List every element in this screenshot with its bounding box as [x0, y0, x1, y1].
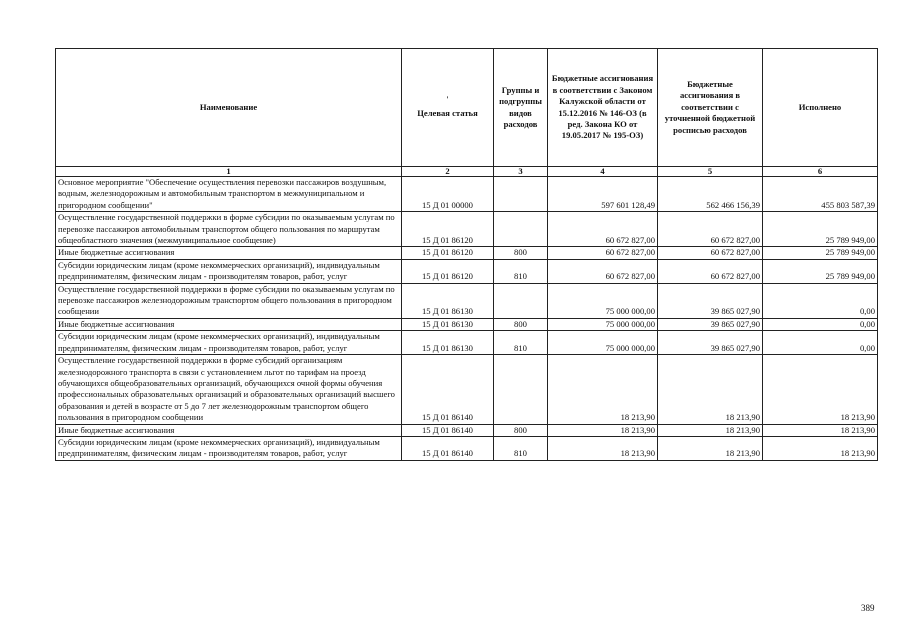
- row-target-article: 15 Д 01 86130: [402, 331, 494, 355]
- column-number: 2: [402, 167, 494, 177]
- row-target-article: 15 Д 01 86130: [402, 283, 494, 318]
- row-executed: 25 789 949,00: [763, 259, 878, 283]
- row-law-assignment: 18 213,90: [548, 355, 658, 424]
- column-number: 3: [494, 167, 548, 177]
- row-expense-group: 810: [494, 331, 548, 355]
- table-row: [56, 177, 878, 212]
- row-refined-assignment: 39 865 027,90: [658, 331, 763, 355]
- row-refined-assignment: 60 672 827,00: [658, 259, 763, 283]
- row-name: Субсидии юридическим лицам (кроме некоммерческих организаций), индивидуальным предпринимателям, физическим лицам - производителям товаров, работ, услуг: [56, 259, 402, 283]
- row-executed: 25 789 949,00: [763, 247, 878, 259]
- row-law-assignment: 60 672 827,00: [548, 247, 658, 259]
- row-target-article: 15 Д 01 86140: [402, 424, 494, 436]
- header-expense-groups: Группы и подгруппы видов расходов: [494, 49, 548, 167]
- header-law-assignments: Бюджетные ассигнования в соответствии с Законом Калужской области от 15.12.2016 № 146-ОЗ (в ред. Закона КО от 19.05.2017 № 195-ОЗ): [548, 49, 658, 167]
- row-target-article: 15 Д 01 00000: [402, 177, 494, 212]
- row-refined-assignment: 39 865 027,90: [658, 283, 763, 318]
- row-executed: 18 213,90: [763, 424, 878, 436]
- row-law-assignment: 18 213,90: [548, 424, 658, 436]
- row-expense-group: [494, 212, 548, 247]
- page-number: 389: [861, 603, 875, 613]
- column-number: 5: [658, 167, 763, 177]
- table-row: [56, 331, 878, 355]
- row-expense-group: 800: [494, 318, 548, 330]
- header-refined-assignments: Бюджетные ассигнования в соответствии с уточненной бюджетной росписью расходов: [658, 49, 763, 167]
- header-row: [56, 49, 878, 167]
- row-executed: 0,00: [763, 331, 878, 355]
- table-row: [56, 247, 878, 259]
- header-executed: Исполнено: [763, 49, 878, 167]
- row-refined-assignment: 18 213,90: [658, 355, 763, 424]
- row-name: Осуществление государственной поддержки в форме субсидий организациям железнодорожного транспорта в связи с установлением льгот по тарифам на проезд обучающихся общеобразовательных организаций, обучающихся очной формы обучения профессиональных образовательных организаций и образовательных организаций высшего образования и детей в возрасте от 5 до 7 лет железнодорожным транспортом общего пользования в пригородном сообщении: [56, 355, 402, 424]
- row-expense-group: 800: [494, 247, 548, 259]
- row-expense-group: [494, 355, 548, 424]
- row-expense-group: 810: [494, 259, 548, 283]
- row-target-article: 15 Д 01 86140: [402, 355, 494, 424]
- row-law-assignment: 60 672 827,00: [548, 212, 658, 247]
- table-row: [56, 259, 878, 283]
- row-name: Иные бюджетные ассигнования: [56, 247, 402, 259]
- row-refined-assignment: 60 672 827,00: [658, 247, 763, 259]
- row-name: Осуществление государственной поддержки в форме субсидии по оказываемым услугам по перевозке пассажиров автомобильным транспортом общего пользования по маршрутам общеобластного значения (межмуниципальное сообщение): [56, 212, 402, 247]
- row-executed: 18 213,90: [763, 436, 878, 460]
- row-name: Основное мероприятие "Обеспечение осуществления перевозки пассажиров воздушным, водным, железнодорожным и автомобильным транспортом в межмуниципальном и пригородном сообщении": [56, 177, 402, 212]
- row-target-article: 15 Д 01 86130: [402, 318, 494, 330]
- row-refined-assignment: 18 213,90: [658, 424, 763, 436]
- header-name: Наименование: [56, 49, 402, 167]
- row-target-article: 15 Д 01 86120: [402, 212, 494, 247]
- row-executed: 0,00: [763, 283, 878, 318]
- table-row: [56, 355, 878, 424]
- table-row: [56, 283, 878, 318]
- row-expense-group: 810: [494, 436, 548, 460]
- row-name: Иные бюджетные ассигнования: [56, 424, 402, 436]
- budget-table: [55, 48, 878, 461]
- header-target-article: [402, 49, 494, 167]
- row-expense-group: 800: [494, 424, 548, 436]
- row-name: Субсидии юридическим лицам (кроме некоммерческих организаций), индивидуальным предпринимателям, физическим лицам - производителям товаров, работ, услуг: [56, 331, 402, 355]
- row-expense-group: [494, 283, 548, 318]
- header-mark: ': [446, 94, 449, 104]
- row-refined-assignment: 562 466 156,39: [658, 177, 763, 212]
- row-refined-assignment: 60 672 827,00: [658, 212, 763, 247]
- column-number: 1: [56, 167, 402, 177]
- row-target-article: 15 Д 01 86120: [402, 247, 494, 259]
- table-row: [56, 424, 878, 436]
- row-refined-assignment: 18 213,90: [658, 436, 763, 460]
- table-row: [56, 212, 878, 247]
- table-row: [56, 436, 878, 460]
- row-law-assignment: 60 672 827,00: [548, 259, 658, 283]
- row-target-article: 15 Д 01 86140: [402, 436, 494, 460]
- row-refined-assignment: 39 865 027,90: [658, 318, 763, 330]
- column-number: 6: [763, 167, 878, 177]
- row-executed: 455 803 587,39: [763, 177, 878, 212]
- row-executed: 25 789 949,00: [763, 212, 878, 247]
- row-law-assignment: 75 000 000,00: [548, 283, 658, 318]
- row-executed: 0,00: [763, 318, 878, 330]
- column-number: 4: [548, 167, 658, 177]
- row-law-assignment: 18 213,90: [548, 436, 658, 460]
- header-target-article-label: Целевая статья: [417, 107, 478, 118]
- row-name: Иные бюджетные ассигнования: [56, 318, 402, 330]
- row-law-assignment: 75 000 000,00: [548, 331, 658, 355]
- column-number-row: [56, 167, 878, 177]
- row-target-article: 15 Д 01 86120: [402, 259, 494, 283]
- row-expense-group: [494, 177, 548, 212]
- table-row: [56, 318, 878, 330]
- row-law-assignment: 597 601 128,49: [548, 177, 658, 212]
- row-law-assignment: 75 000 000,00: [548, 318, 658, 330]
- row-name: Осуществление государственной поддержки в форме субсидии по оказываемым услугам по перевозке пассажиров железнодорожным транспортом общего пользования в пригородном сообщении: [56, 283, 402, 318]
- row-name: Субсидии юридическим лицам (кроме некоммерческих организаций), индивидуальным предпринимателям, физическим лицам - производителям товаров, работ, услуг: [56, 436, 402, 460]
- row-executed: 18 213,90: [763, 355, 878, 424]
